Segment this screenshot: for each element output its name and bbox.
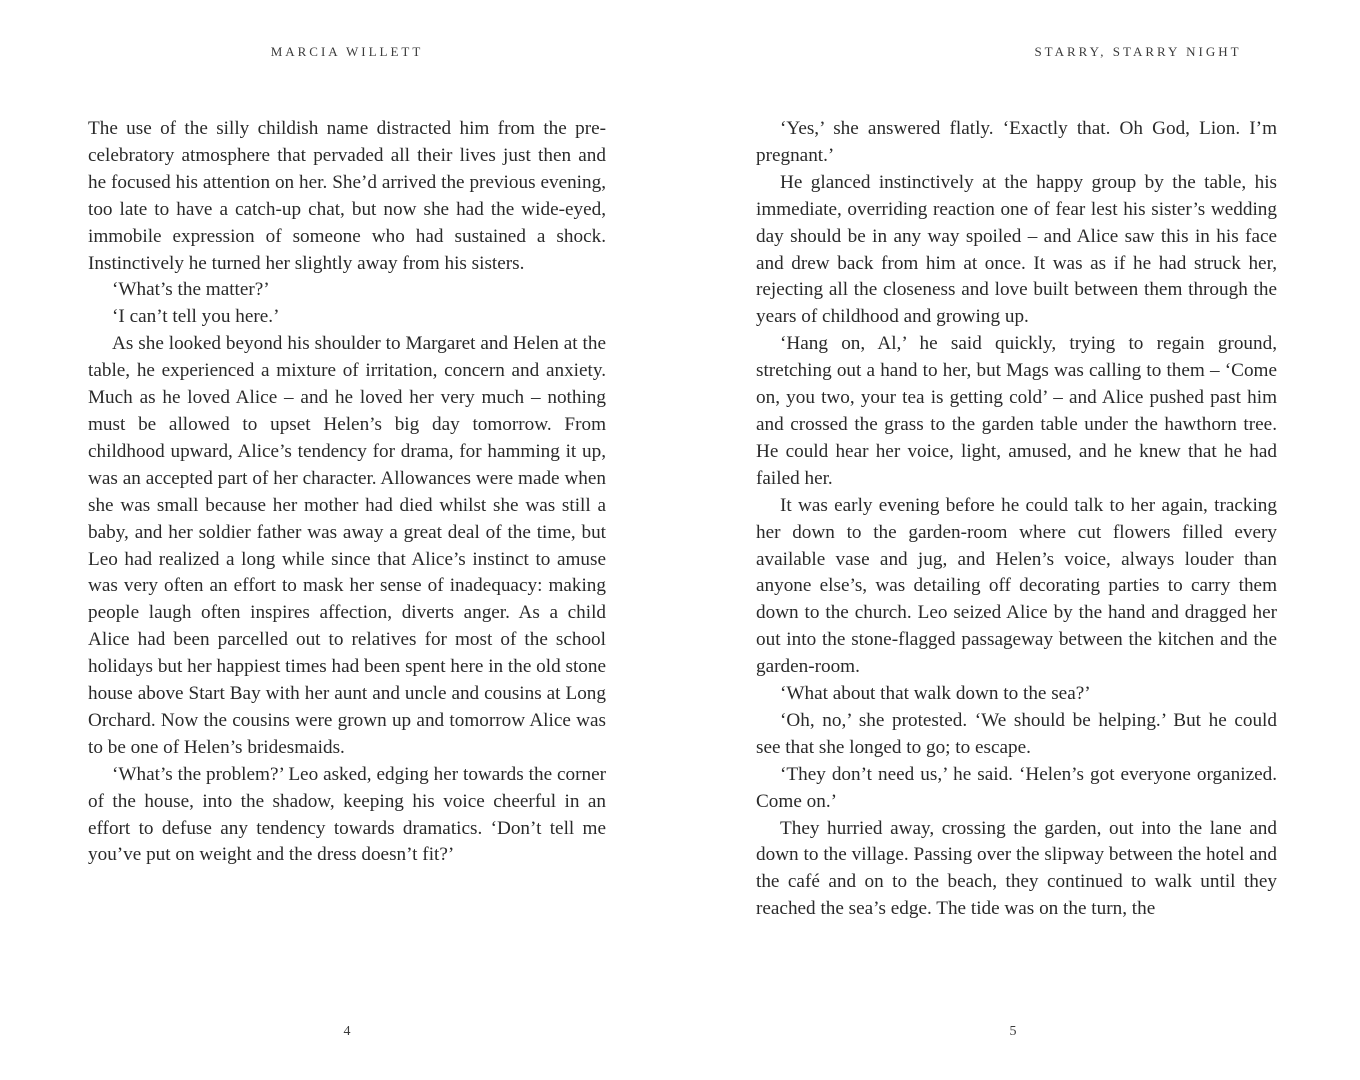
paragraph: ‘I can’t tell you here.’	[112, 306, 280, 328]
paragraph: ‘Hang on, Al,’ he said quickly, trying to regain ground, stretching out a hand to her, but Mags was calling to them – ‘Come on, you two, your tea is getting cold’ – and Alice pushed past him and crossed the grass to the garden table under the hawthorn tree. He could hear her voice, light, amused, and he knew that he had failed her.	[756, 333, 1277, 489]
paragraph: ‘What’s the matter?’	[112, 279, 270, 301]
right-page	[756, 0, 1277, 1080]
page-number: 4	[343, 1024, 351, 1039]
paragraph: ‘Yes,’ she answered flatly. ‘Exactly that. Oh God, Lion. I’m pregnant.’	[756, 118, 1277, 166]
paragraph: He glanced instinctively at the happy group by the table, his immediate, overriding reaction one of fear lest his sister’s wedding day should be in any way spoiled – and Alice saw this in his face and drew back from him at once. It was as if he had struck her, rejecting all the closeness and love built between them through the years of childhood and growing up.	[756, 171, 1277, 328]
running-head-title: STARRY, STARRY NIGHT	[1034, 44, 1242, 59]
paragraph: They hurried away, crossing the garden, out into the lane and down to the village. Passing over the slipway between the hotel and the café and on to the beach, they continued to walk until they reached the sea’s edge. The tide was on the turn, the	[756, 817, 1277, 920]
left-page	[88, 0, 606, 1080]
paragraph: As she looked beyond his shoulder to Margaret and Helen at the table, he experienced a mixture of irritation, concern and anxiety. Much as he loved Alice – and he loved her very much – nothing must be allowed to upset Helen’s big day tomorrow. From childhood upward, Alice’s tendency for drama, for hamming it up, was an accepted part of her character. Allowances were made when she was small because her mother had died whilst she was still a baby, and her soldier father was away a great deal of the time, but Leo had realized a long while since that Alice’s instinct to amuse was very often an effort to mask her sense of inadequacy: making people laugh often inspires affection, diverts anger. As a child Alice had been parcelled out to relatives for most of the school holidays but her happiest times had been spent here in the old stone house above Start Bay with her aunt and uncle and cousins at Long Orchard. Now the cousins were grown up and tomorrow Alice was to be one of Helen’s bridesmaids.	[88, 333, 606, 758]
running-head-author: MARCIA WILLETT	[270, 44, 424, 59]
paragraph: ‘What about that walk down to the sea?’	[780, 683, 1091, 705]
paragraph: ‘They don’t need us,’ he said. ‘Helen’s got everyone organized. Come on.’	[756, 763, 1277, 812]
paragraph: ‘Oh, no,’ she protested. ‘We should be helping.’ But he could see that she longed to go; to escape.	[756, 709, 1277, 758]
left-page-body	[88, 116, 606, 869]
paragraph: It was early evening before he could talk to her again, tracking her down to the garden-room where cut flowers filled every available vase and jug, and Helen’s voice, always louder than anyone else’s, was detailing off decorating parties to carry them down to the church. Leo seized Alice by the hand and dragged her out into the stone-flagged passageway between the kitchen and the garden-room.	[756, 494, 1277, 678]
paragraph: ‘What’s the problem?’ Leo asked, edging her towards the corner of the house, into the shadow, keeping his voice cheerful in an effort to defuse any tendency towards dramatics. ‘Don’t tell me you’ve put on weight and the dress doesn’t fit?’	[88, 763, 606, 866]
right-page-body	[756, 116, 1277, 923]
page-number: 5	[1009, 1024, 1017, 1039]
paragraph: The use of the silly childish name distracted him from the pre-celebratory atmosphere that pervaded all their lives just then and he focused his attention on her. She’d arrived the previous evening, too late to have a catch-up chat, but now she had the wide-eyed, immobile expression of someone who had sustained a shock. Instinctively he turned her slightly away from his sisters.	[88, 118, 606, 274]
